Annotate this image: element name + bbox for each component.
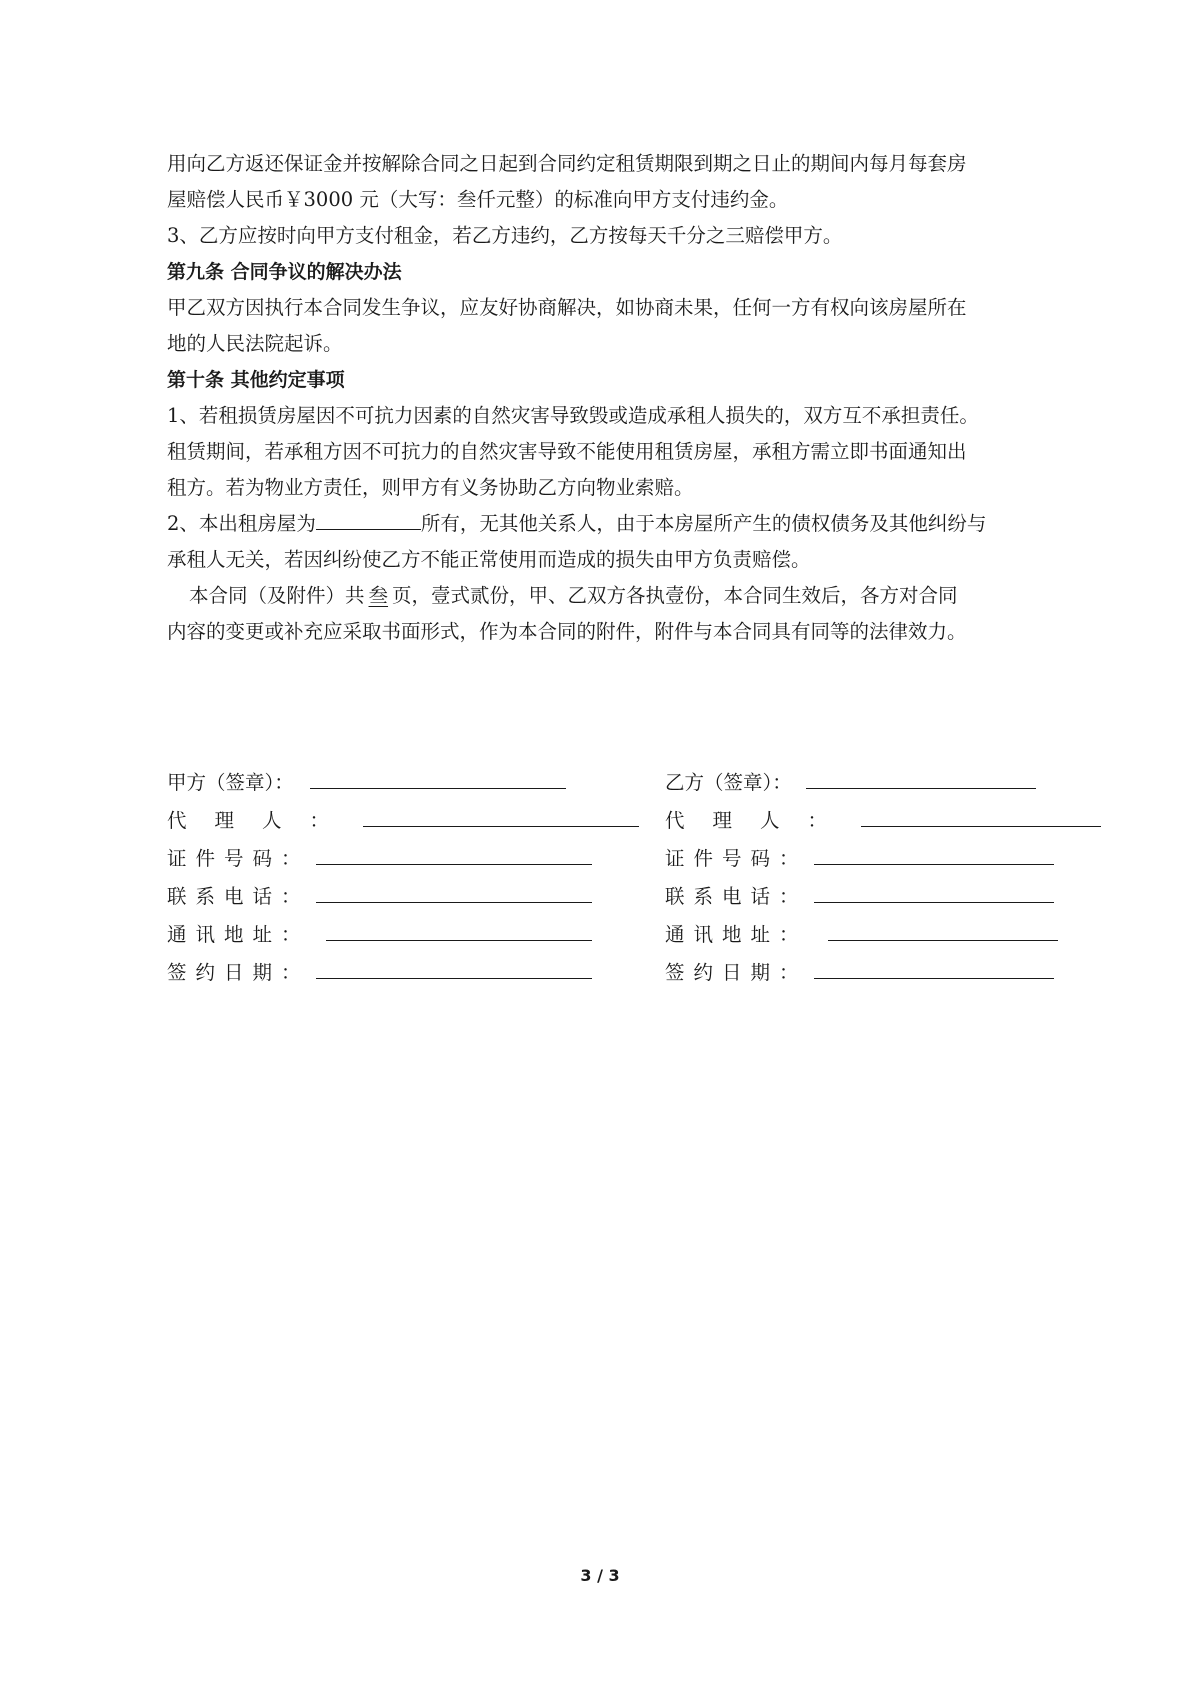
- paragraph-line: [167, 506, 1047, 542]
- party-b-id-field[interactable]: [814, 842, 1054, 865]
- party-a-id-field[interactable]: [316, 842, 592, 865]
- party-b-agent-field[interactable]: [861, 804, 1101, 827]
- owner-clause-end: 所有，无其他关系人，由于本房屋所产生的债权债务及其他纠纷与: [420, 512, 987, 535]
- party-a-id-label: 证件号码：: [167, 847, 310, 870]
- paragraph-line: 租赁期间，若承租方因不可抗力的自然灾害导致不能使用租赁房屋，承租方需立即书面通知出: [167, 440, 967, 463]
- paragraph-line: [167, 578, 1047, 614]
- party-b-signature-block: [665, 757, 1101, 985]
- party-a-agent-row: [167, 795, 639, 833]
- party-b-phone-row: [665, 871, 1101, 909]
- party-a-id-row: [167, 833, 639, 871]
- party-a-date-field[interactable]: [316, 956, 592, 979]
- paragraph-line: 1、若租损赁房屋因不可抗力因素的自然灾害导致毁或造成承租人损失的，双方互不承担责任。: [167, 404, 979, 427]
- party-a-phone-row: [167, 871, 639, 909]
- paragraph-line: 承租人无关，若因纠纷使乙方不能正常使用而造成的损失由甲方负责赔偿。: [167, 548, 811, 571]
- party-a-sign-field[interactable]: [310, 766, 566, 789]
- party-b-sign-row: [665, 757, 1101, 795]
- party-a-sign-row: [167, 757, 639, 795]
- party-b-id-label: 证件号码：: [665, 847, 808, 870]
- party-a-address-row: [167, 909, 639, 947]
- article-10-heading: 第十条 其他约定事项: [167, 369, 345, 391]
- party-b-address-label: 通讯地址：: [665, 923, 808, 946]
- party-b-sign-label: 乙方（签章）：: [665, 771, 792, 794]
- paragraph-line: 地的人民法院起诉。: [167, 332, 343, 355]
- party-b-phone-label: 联系电话：: [665, 885, 808, 908]
- party-a-phone-field[interactable]: [316, 880, 592, 903]
- paragraph-line: 甲乙双方因执行本合同发生争议，应友好协商解决，如协商未果，任何一方有权向该房屋所在: [167, 296, 967, 319]
- owner-clause-start: 2、本出租房屋为: [167, 512, 316, 535]
- page-count-clause-end: 页，壹式贰份，甲、乙双方各执壹份，本合同生效后，各方对合同: [392, 584, 958, 607]
- party-a-date-row: [167, 947, 639, 985]
- owner-blank-field[interactable]: [316, 509, 421, 530]
- party-a-agent-label: 代理人：: [167, 809, 358, 832]
- party-a-agent-field[interactable]: [363, 804, 639, 827]
- party-b-sign-field[interactable]: [806, 766, 1036, 789]
- page-count-value: 叁: [368, 584, 389, 607]
- party-b-address-field[interactable]: [828, 918, 1058, 941]
- paragraph-line: 用向乙方返还保证金并按解除合同之日起到合同约定租赁期限到期之日止的期间内每月每套房: [167, 152, 967, 175]
- paragraph-line: 3、乙方应按时向甲方支付租金，若乙方违约，乙方按每天千分之三赔偿甲方。: [167, 224, 843, 247]
- party-a-address-label: 通讯地址：: [167, 923, 310, 946]
- article-9-heading: 第九条 合同争议的解决办法: [167, 261, 402, 283]
- party-b-date-field[interactable]: [814, 956, 1054, 979]
- paragraph-line: 租方。若为物业方责任，则甲方有义务协助乙方向物业索赔。: [167, 476, 694, 499]
- party-b-agent-row: [665, 795, 1101, 833]
- party-b-date-row: [665, 947, 1101, 985]
- party-a-address-field[interactable]: [326, 918, 592, 941]
- paragraph-line: 内容的变更或补充应采取书面形式，作为本合同的附件，附件与本合同具有同等的法律效力。: [167, 620, 967, 643]
- page-count-clause-start: 本合同（及附件）共: [189, 584, 365, 607]
- party-a-signature-block: [167, 757, 639, 985]
- party-a-phone-label: 联系电话：: [167, 885, 310, 908]
- party-a-sign-label: 甲方（签章）：: [167, 771, 294, 794]
- paragraph-line: 屋赔偿人民币￥3000 元（大写：叁仟元整）的标准向甲方支付违约金。: [167, 188, 789, 211]
- party-b-phone-field[interactable]: [814, 880, 1054, 903]
- party-b-date-label: 签约日期：: [665, 961, 808, 984]
- page-number: 3 / 3: [580, 1566, 620, 1585]
- party-b-agent-label: 代理人：: [665, 809, 856, 832]
- party-a-date-label: 签约日期：: [167, 961, 310, 984]
- party-b-address-row: [665, 909, 1101, 947]
- contract-body: [167, 146, 1047, 650]
- party-b-id-row: [665, 833, 1101, 871]
